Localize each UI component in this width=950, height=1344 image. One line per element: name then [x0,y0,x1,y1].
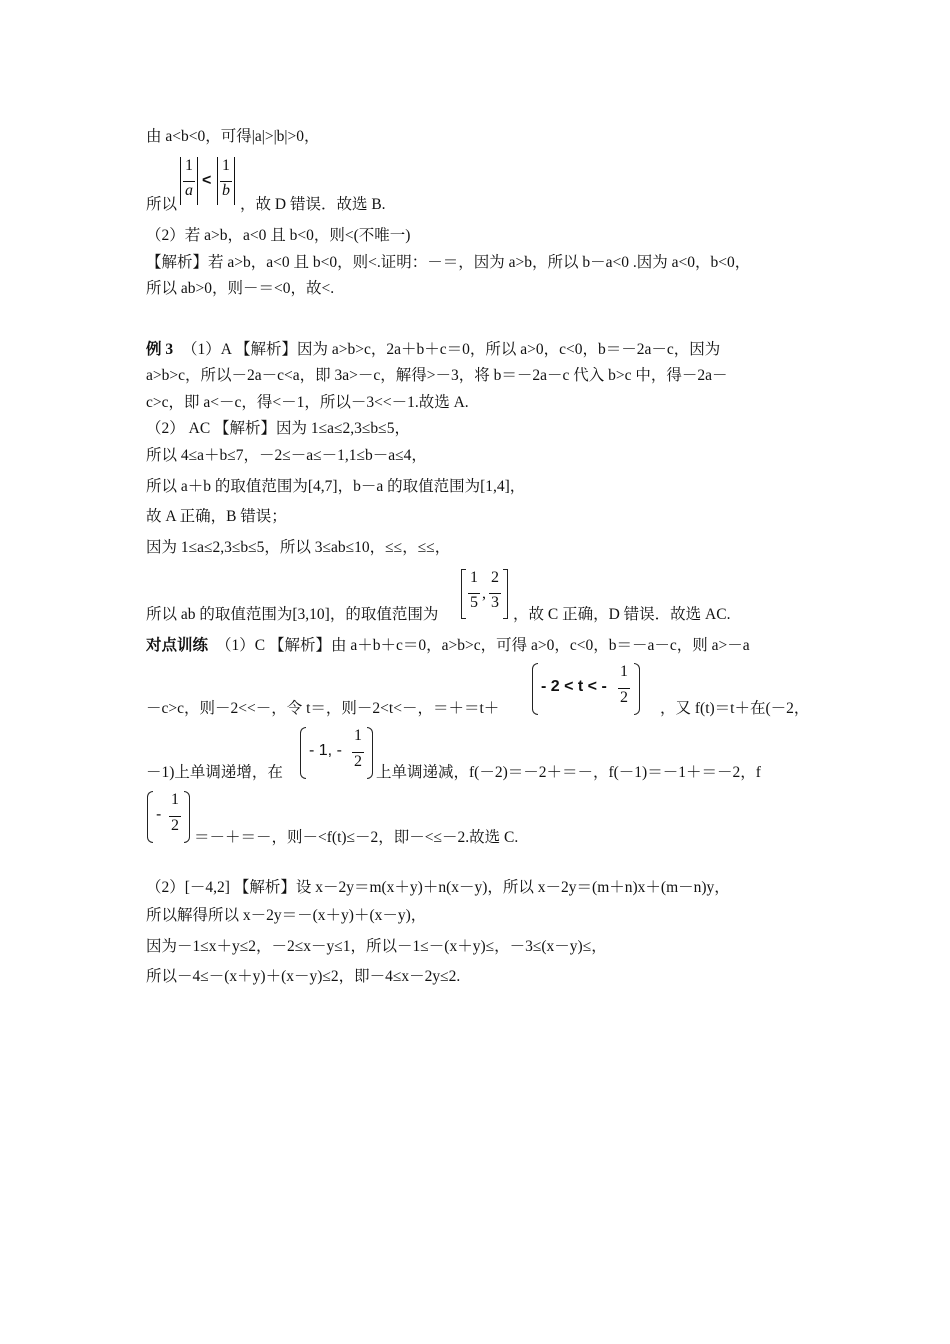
text-line: ＝－＋＝－，则－<f(t)≤－2，即－<≤－2.故选 C. [194,829,519,846]
fraction-1-over-a: 1 a [185,157,193,199]
text-line: 所以 [146,196,178,213]
text-line: 因为 1≤a≤2,3≤b≤5，所以 3≤ab≤10，≤≤，≤≤， [146,539,451,556]
text-line: 由 a<b<0，可得|a|>|b|>0， [146,128,320,145]
text-line: ，又 f(t)＝t＋在(－2， [660,700,810,717]
practice-heading: 对点训练 [146,637,209,654]
text-line: ，故 D 错误．故选 B. [240,196,386,213]
example-heading: 例 3 [146,341,174,358]
text-line: 所以解得所以 x－2y＝－(x＋y)＋(x－y)， [146,907,427,924]
text-line: a>b>c，所以－2a－c<a，即 3a>－c，解得>－3，将 b＝－2a－c 代入 b>c 中，得－2a－ [146,367,728,384]
text-line: （2）[－4,2] 【解析】设 x－2y＝m(x＋y)＋n(x－y)，所以 x－2y＝(m＋n)x＋(m－n)y， [146,879,730,896]
text-line: 【解析】若 a>b，a<0 且 b<0，则<.证明：－＝，因为 a>b，所以 b－a<0 .因为 a<0，b<0， [146,254,751,271]
text-line: －1)上单调递增，在 [146,764,283,781]
text-line: 所以 ab 的取值范围为[3,10]，的取值范围为 [146,606,439,623]
less-than-sign: < [202,172,212,189]
document-page: 由 a<b<0，可得|a|>|b|>0， 1 a < 1 b 所以 ，故 D 错误．故选 B. （2）若 a>b，a<0 且 b<0，则<(不唯一) 【解析】若 a>b，a<0 且 b<0，则<.证明：－＝，因为 a>b，所以 b－a<0 .因为 a<0，b<0， 所以 ab>0，则－＝<0，故<. 例 3 （1）A 【解析】因为 a>b>c，2a＋b＋c＝0，所以 a>0，c<0，b＝－2a－c，因为 a>b>c，所以－2a－c<a，即 3a>－c，解得>－3，将 b＝－2a－c 代入 b>c 中，得－2a－ c>c，即 a<－c，得<－1，所以－3<<－1.故选 A. （2） AC 【解析】因为 1≤a≤2,3≤b≤5， 所以 4≤a＋b≤7，－2≤－a≤－1,1≤b－a≤4， 所以 a＋b 的取值范围为[4,7]，b－a 的取值范围为[1,4]， 故 A 正确，B 错误； 因为 1≤a≤2,3≤b≤5，所以 3≤ab≤10，≤≤，≤≤， 1 5 , 2 3 所以 ab 的取值范围为[3,10]，的取值范围为 ，故 C 正确，D 错误．故选 AC. 对点训练 （1）C 【解析】由 a＋b＋c＝0，a>b>c，可得 a>0，c<0，b＝－a－c，则 a>－a - 2 < t < - 1 2 －c>c，则－2<<－，令 t＝，则－2<t<－，＝＋＝t＋ ，又 f(t)＝t＋在(－2， - 1, - 1 2 －1)上单调递增，在 上单调递减，f(－2)＝－2＋＝－，f(－1)＝－1＋＝－2，f - 1 2 ＝－＋＝－，则－<f(t)≤－2，即－<≤－2.故选 C. （2）[－4,2] 【解析】设 x－2y＝m(x＋y)＋n(x－y)，所以 x－2y＝(m＋n)x＋(m－n)y， 所以解得所以 x－2y＝－(x＋y)＋(x－y)， 因为－1≤x＋y≤2，－2≤x－y≤1，所以－1≤－(x＋y)≤，－3≤(x－y)≤， 所以－4≤－(x＋y)＋(x－y)≤2，即－4≤x－2y≤2. [146,128,810,985]
text-line: （2） AC 【解析】因为 1≤a≤2,3≤b≤5， [146,420,410,437]
text-line: 所以 4≤a＋b≤7，－2≤－a≤－1,1≤b－a≤4， [146,447,427,464]
text-line: 故 A 正确，B 错误； [146,508,287,525]
text-line: （1）A 【解析】因为 a>b>c，2a＋b＋c＝0，所以 a>0，c<0，b＝－2a－c，因为 [182,341,721,358]
text-line: 因为－1≤x＋y≤2，－2≤x－y≤1，所以－1≤－(x＋y)≤，－3≤(x－y)≤， [146,938,607,955]
text-line: 所以 ab>0，则－＝<0，故<. [146,280,335,297]
text-line: （2）若 a>b，a<0 且 b<0，则<(不唯一) [146,227,411,244]
text-line: 所以－4≤－(x＋y)＋(x－y)≤2，即－4≤x－2y≤2. [146,968,461,985]
text-line: 所以 a＋b 的取值范围为[4,7]，b－a 的取值范围为[1,4]， [146,478,526,495]
text-line: ，故 C 正确，D 错误．故选 AC. [513,606,731,623]
fraction-1-over-b: 1 b [222,157,230,199]
text-line: （1）C 【解析】由 a＋b＋c＝0，a>b>c，可得 a>0，c<0，b＝－a－c，则 a>－a [216,637,750,654]
text-line: 上单调递减，f(－2)＝－2＋＝－，f(－1)＝－1＋＝－2，f [376,764,761,781]
text-line: －c>c，则－2<<－，令 t＝，则－2<t<－，＝＋＝t＋ [146,700,500,717]
text-line: c>c，即 a<－c，得<－1，所以－3<<－1.故选 A. [146,394,469,411]
